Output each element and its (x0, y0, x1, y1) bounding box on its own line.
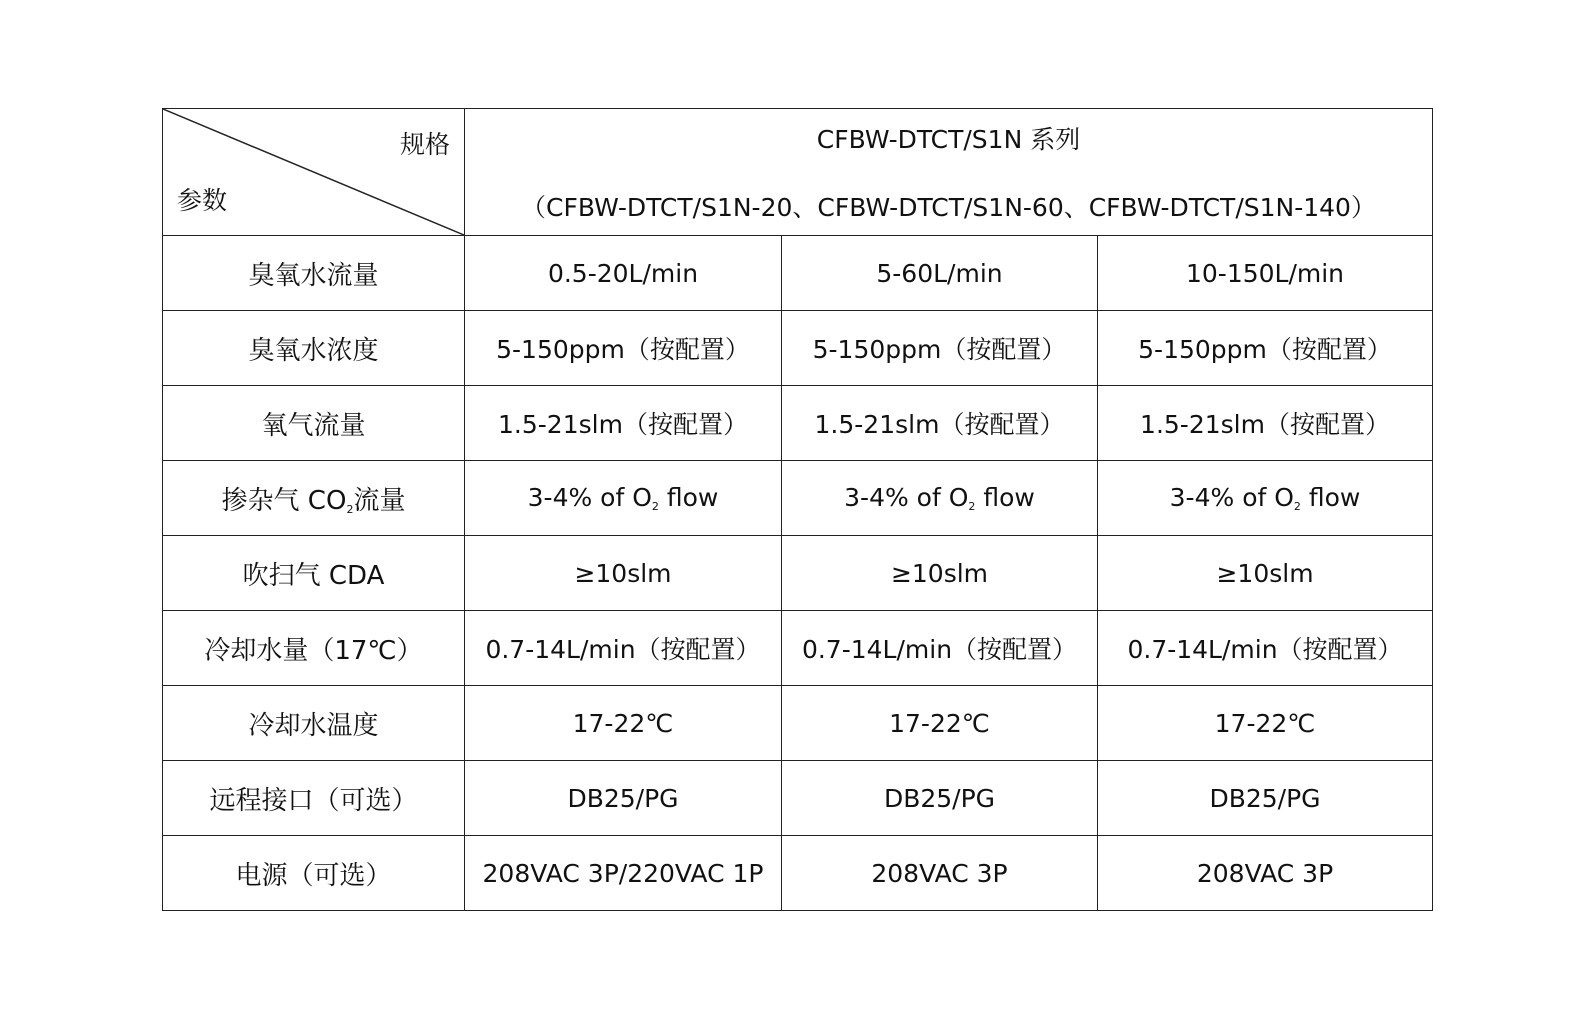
value-cell: 208VAC 3P/220VAC 1P (465, 836, 782, 911)
param-label: 参数 (177, 186, 228, 215)
table-row (163, 386, 1433, 461)
param-cell: 冷却水温度 (163, 686, 465, 761)
value-cell: 17-22℃ (782, 686, 1098, 761)
value-cell: 0.7-14L/min（按配置） (1098, 611, 1433, 686)
table-row (163, 836, 1433, 911)
value-cell: 0.5-20L/min (465, 236, 782, 311)
value-suffix: flow (975, 483, 1035, 512)
value-cell: DB25/PG (782, 761, 1098, 836)
table-row (163, 761, 1433, 836)
value-cell: 0.7-14L/min（按配置） (465, 611, 782, 686)
value-cell (465, 461, 782, 536)
param-suffix: 流量 (353, 485, 406, 516)
value-cell: 208VAC 3P (1098, 836, 1433, 911)
value-cell: 208VAC 3P (782, 836, 1098, 911)
param-cell: 电源（可选） (163, 836, 465, 911)
value-cell: 1.5-21slm（按配置） (782, 386, 1098, 461)
series-title: CFBW-DTCT/S1N 系列 (816, 125, 1081, 154)
param-cell: 氧气流量 (163, 386, 465, 461)
value-cell: 5-150ppm（按配置） (465, 311, 782, 386)
value-cell (782, 461, 1098, 536)
param-cell: 臭氧水浓度 (163, 311, 465, 386)
value-prefix: 3-4% of O (844, 483, 969, 512)
value-subscript: 2 (651, 500, 659, 513)
param-cell: 臭氧水流量 (163, 236, 465, 311)
value-suffix: flow (1300, 483, 1361, 512)
value-suffix: flow (658, 483, 719, 512)
table-row (163, 536, 1433, 611)
value-cell: 1.5-21slm（按配置） (1098, 386, 1433, 461)
table-row (163, 686, 1433, 761)
value-cell: 17-22℃ (465, 686, 782, 761)
param-cell: 冷却水量（17℃） (163, 611, 465, 686)
value-cell (1098, 461, 1433, 536)
param-cell: 吹扫气 CDA (163, 536, 465, 611)
table-row (163, 461, 1433, 536)
value-subscript: 2 (1293, 500, 1301, 513)
param-cell (163, 461, 465, 536)
value-cell: ≥10slm (465, 536, 782, 611)
value-prefix: 3-4% of O (527, 483, 652, 512)
spec-label: 规格 (399, 130, 450, 159)
value-cell: 17-22℃ (1098, 686, 1433, 761)
corner-header-cell (163, 109, 465, 236)
series-header-cell (465, 109, 1433, 236)
table-row (163, 311, 1433, 386)
value-cell: 10-150L/min (1098, 236, 1433, 311)
table-header-row (163, 109, 1433, 236)
value-cell: DB25/PG (1098, 761, 1433, 836)
value-cell: 0.7-14L/min（按配置） (782, 611, 1098, 686)
value-cell: 5-60L/min (782, 236, 1098, 311)
param-prefix: 掺杂气 CO (221, 485, 347, 516)
value-cell: DB25/PG (465, 761, 782, 836)
param-subscript: 2 (346, 502, 354, 516)
value-cell: 1.5-21slm（按配置） (465, 386, 782, 461)
value-prefix: 3-4% of O (1169, 483, 1294, 512)
spec-table (162, 108, 1433, 911)
value-cell: 5-150ppm（按配置） (1098, 311, 1433, 386)
table-row (163, 236, 1433, 311)
value-subscript: 2 (968, 500, 976, 513)
value-cell: ≥10slm (782, 536, 1098, 611)
value-cell: 5-150ppm（按配置） (782, 311, 1098, 386)
param-cell: 远程接口（可选） (163, 761, 465, 836)
value-cell: ≥10slm (1098, 536, 1433, 611)
table-row (163, 611, 1433, 686)
series-models: （CFBW-DTCT/S1N-20、CFBW-DTCT/S1N-60、CFBW-DTCT/S1N-140） (521, 193, 1376, 222)
